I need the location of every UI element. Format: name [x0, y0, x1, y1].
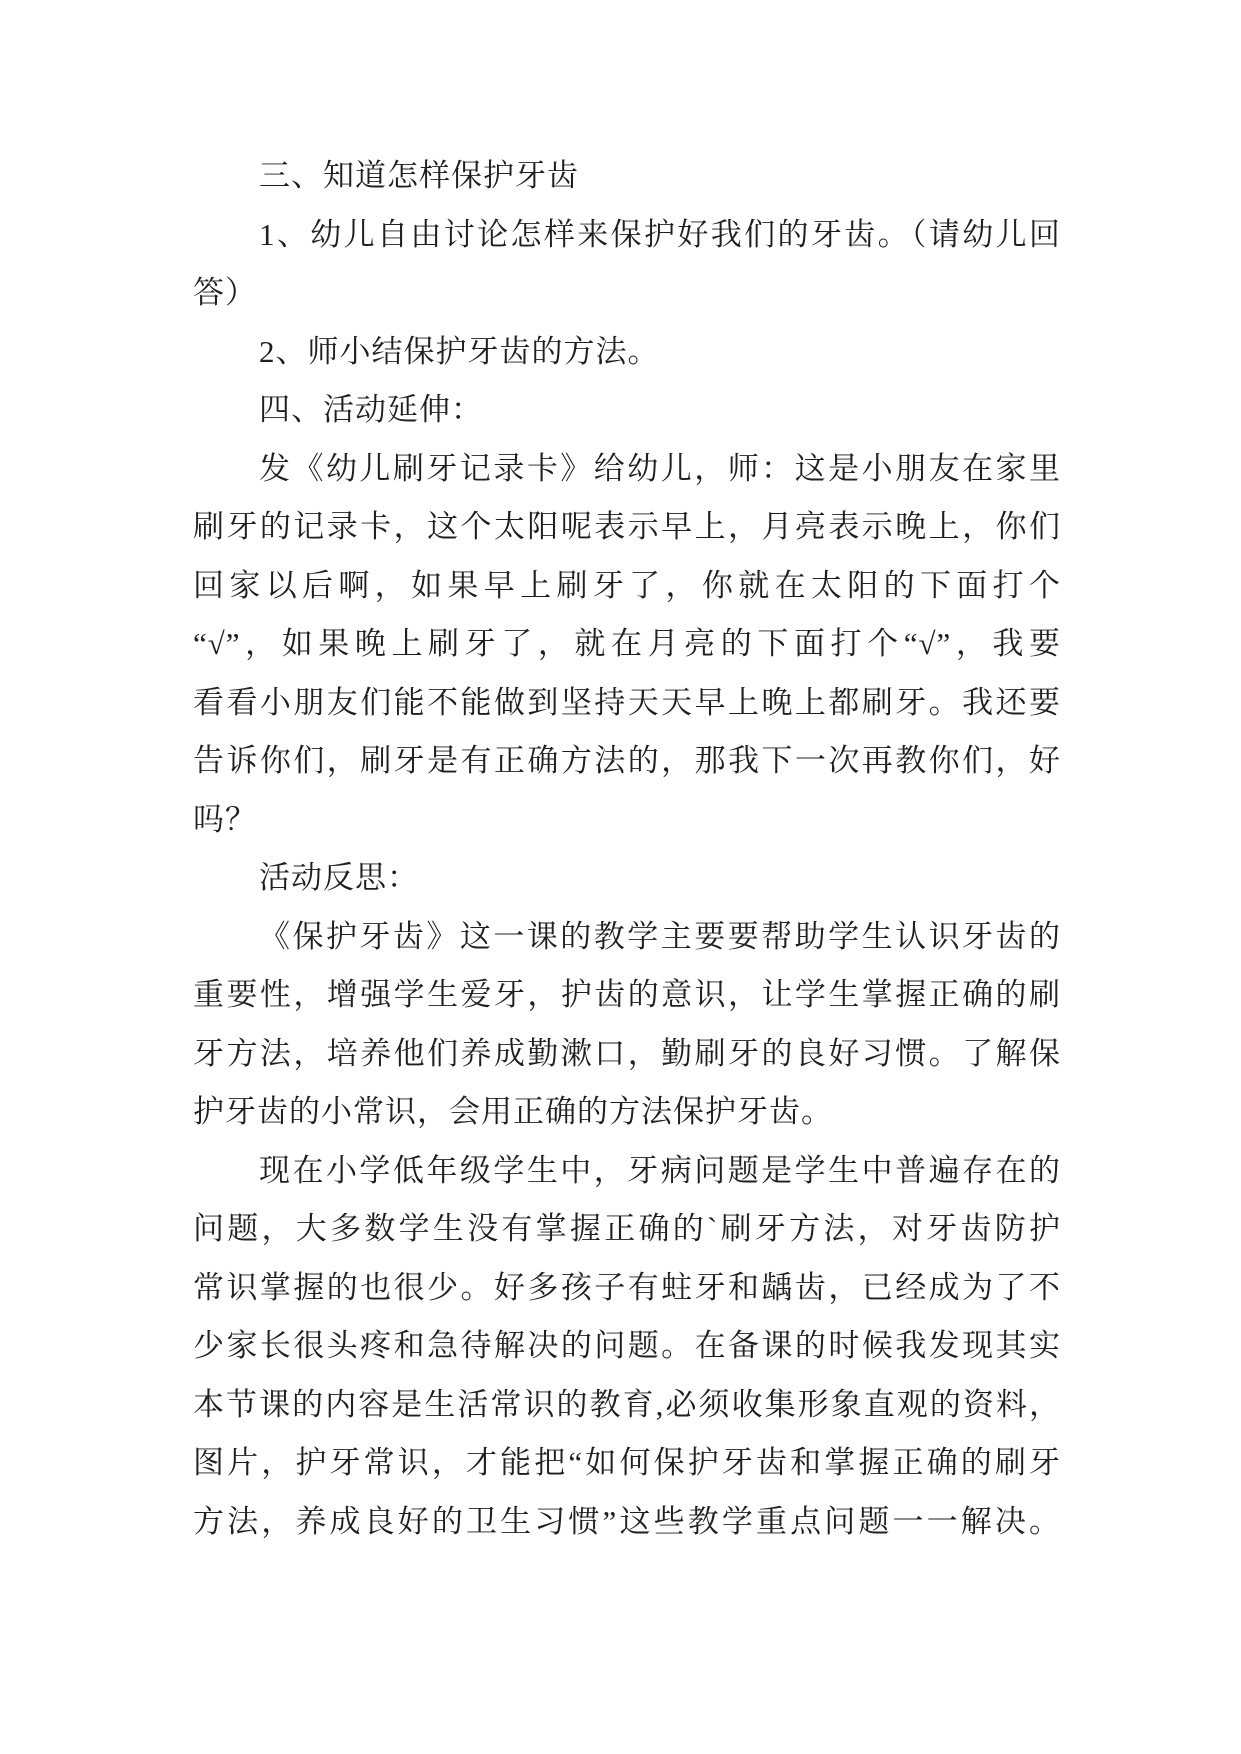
text-line: 护牙齿的小常识，会用正确的方法保护牙齿。 — [193, 1094, 833, 1129]
text-line: 刷牙的记录卡，这个太阳呢表示早上，月亮表示晚上，你们 — [193, 509, 1061, 544]
text-line: 方法，养成良好的卫生习惯”这些教学重点问题一一解决。 — [193, 1503, 1061, 1539]
text-line: 重要性，增强学生爱牙，护齿的意识，让学生掌握正确的刷 — [193, 977, 1061, 1012]
text-line: 吗？ — [193, 801, 257, 837]
text-line: 少家长很头疼和急待解决的问题。在备课的时候我发现其实 — [193, 1328, 1061, 1363]
text-line: “√”，如果晚上刷牙了，就在月亮的下面打个“√”，我要 — [193, 626, 1061, 661]
text-line: 发《幼儿刷牙记录卡》给幼儿，师：这是小朋友在家里 — [259, 450, 1061, 486]
text-line: 告诉你们，刷牙是有正确方法的，那我下一次再教你们，好 — [193, 743, 1061, 778]
text-line: 1、幼儿自由讨论怎样来保护好我们的牙齿。（请幼儿回 — [259, 216, 1061, 252]
text-line-heading-3: 三、知道怎样保护牙齿 — [259, 158, 579, 193]
text-line-reflection-heading: 活动反思： — [259, 860, 419, 895]
text-line: 看看小朋友们能不能做到坚持天天早上晚上都刷牙。我还要 — [193, 684, 1061, 720]
document-page — [193, 147, 1061, 1551]
text-line: 本节课的内容是生活常识的教育,必须收集形象直观的资料， — [193, 1386, 1061, 1422]
text-line: 现在小学低年级学生中，牙病问题是学生中普遍存在的 — [259, 1152, 1061, 1188]
text-line: 《保护牙齿》这一课的教学主要要帮助学生认识牙齿的 — [259, 918, 1061, 954]
text-line: 问题，大多数学生没有掌握正确的`刷牙方法，对牙齿防护 — [193, 1211, 1061, 1246]
text-line: 答） — [193, 275, 257, 310]
text-line: 2、师小结保护牙齿的方法。 — [259, 333, 660, 369]
text-line: 图片，护牙常识，才能把“如何保护牙齿和掌握正确的刷牙 — [193, 1445, 1061, 1480]
text-line: 回家以后啊，如果早上刷牙了，你就在太阳的下面打个 — [193, 567, 1061, 603]
text-line: 牙方法，培养他们养成勤漱口，勤刷牙的良好习惯。了解保 — [193, 1035, 1061, 1071]
text-line-heading-4: 四、活动延伸： — [259, 392, 483, 427]
text-line: 常识掌握的也很少。好多孩子有蛀牙和龋齿，已经成为了不 — [193, 1269, 1061, 1305]
